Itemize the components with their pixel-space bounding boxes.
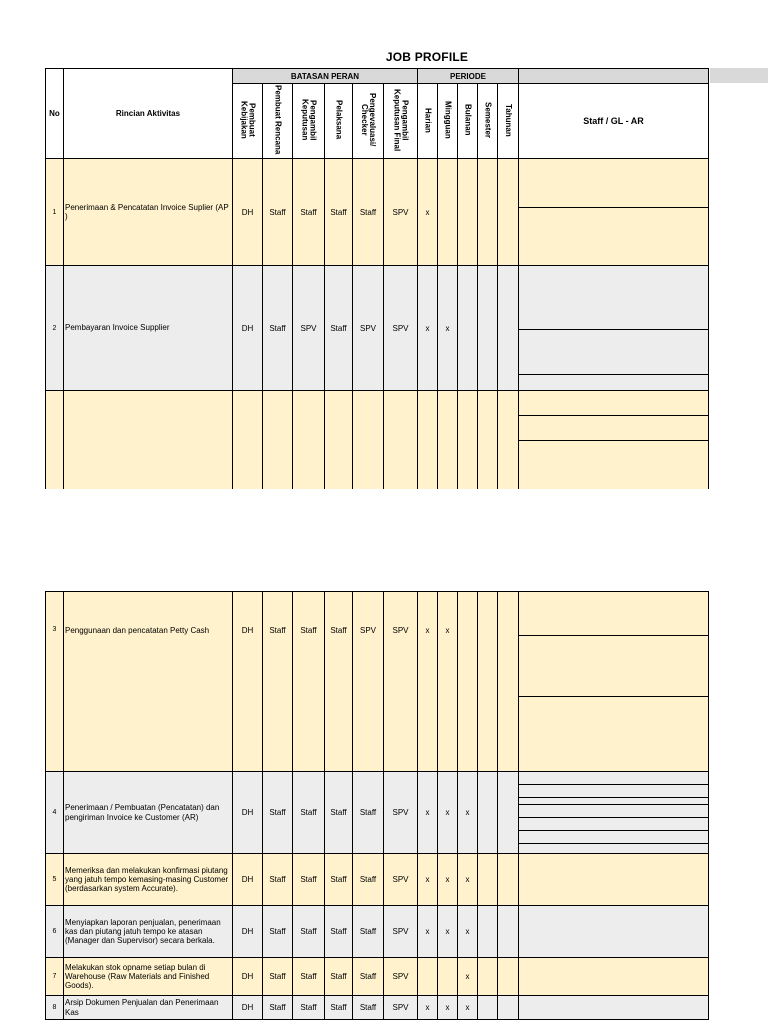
row-activity <box>64 391 233 492</box>
period-cell: x <box>458 906 478 958</box>
row-number: 8 <box>46 996 64 1020</box>
period-cell: x <box>458 854 478 906</box>
period-cell <box>478 996 498 1020</box>
period-cell <box>498 996 519 1020</box>
role-cell: DH <box>233 772 263 854</box>
role-cell: SPV <box>384 996 418 1020</box>
role-cell: Staff <box>263 592 293 772</box>
period-cell <box>478 958 498 996</box>
period-cell <box>458 592 478 772</box>
row-number: 2 <box>46 266 64 391</box>
role-cell: Staff <box>325 958 353 996</box>
header-staff: Staff / GL - AR <box>519 84 709 159</box>
period-cell <box>498 159 519 266</box>
period-cell <box>458 159 478 266</box>
header-period-group: PERIODE <box>418 69 519 84</box>
period-cell: x <box>418 996 438 1020</box>
role-cell: SPV <box>384 906 418 958</box>
role-cell: DH <box>233 159 263 266</box>
role-cell: SPV <box>384 958 418 996</box>
row-activity: Arsip Dokumen Penjualan dan Penerimaan Kas <box>64 996 233 1020</box>
header-period: Harian <box>423 107 433 133</box>
role-cell: Staff <box>293 159 325 266</box>
role-cell: Staff <box>263 159 293 266</box>
role-cell: Staff <box>263 772 293 854</box>
header-period: Semester <box>483 101 493 139</box>
staff-cell <box>519 772 709 854</box>
role-cell: Staff <box>293 996 325 1020</box>
role-cell: Staff <box>353 996 384 1020</box>
sheet-tab-strip <box>710 68 768 83</box>
period-cell: x <box>438 592 458 772</box>
period-cell: x <box>418 592 438 772</box>
staff-cell <box>519 854 709 906</box>
period-cell <box>478 906 498 958</box>
table-row <box>46 592 709 772</box>
table-row <box>46 854 709 906</box>
period-cell: x <box>438 906 458 958</box>
period-cell: x <box>418 159 438 266</box>
period-cell <box>478 854 498 906</box>
staff-cell <box>519 592 709 772</box>
role-cell: DH <box>233 266 263 391</box>
role-cell: Staff <box>353 958 384 996</box>
row-activity: Menyiapkan laporan penjualan, penerimaan kas dan piutang jatuh tempo ke atasan (Manager dan Supervisor) secara berkala. <box>64 906 233 958</box>
table-row <box>46 906 709 958</box>
header-activity: Rincian Aktivitas <box>64 69 233 159</box>
header-role: Pembuat Rencana <box>273 85 283 155</box>
table-row <box>46 772 709 854</box>
header-role: Pembuat Kebijakan <box>239 101 257 139</box>
role-cell: Staff <box>353 772 384 854</box>
role-cell <box>233 391 263 492</box>
period-cell <box>478 592 498 772</box>
period-cell <box>478 266 498 391</box>
job-profile-table-top <box>45 68 709 492</box>
role-cell: DH <box>233 958 263 996</box>
role-cell: Staff <box>325 906 353 958</box>
role-cell: Staff <box>293 772 325 854</box>
period-cell <box>498 906 519 958</box>
role-cell: Staff <box>263 958 293 996</box>
row-activity: Pembayaran Invoice Supplier <box>64 266 233 391</box>
header-no: No <box>46 69 64 159</box>
role-cell: Staff <box>263 996 293 1020</box>
period-cell: x <box>438 772 458 854</box>
period-cell: x <box>418 266 438 391</box>
role-cell: DH <box>233 592 263 772</box>
header-period: Tahunan <box>504 103 513 137</box>
row-activity: Penerimaan & Pencatatan Invoice Suplier (AP ) <box>64 159 233 266</box>
row-activity: Melakukan stok opname setiap bulan di Warehouse (Raw Materials and Finished Goods). <box>64 958 233 996</box>
row-number: 5 <box>46 854 64 906</box>
table-row <box>46 958 709 996</box>
role-cell: Staff <box>353 854 384 906</box>
header-role-group: BATASAN PERAN <box>233 69 418 84</box>
role-cell: DH <box>233 854 263 906</box>
role-cell: Staff <box>325 159 353 266</box>
role-cell: DH <box>233 996 263 1020</box>
role-cell: SPV <box>353 266 384 391</box>
period-cell <box>498 592 519 772</box>
role-cell: Staff <box>353 159 384 266</box>
role-cell: Staff <box>293 592 325 772</box>
role-cell: Staff <box>263 266 293 391</box>
header-staff-group <box>519 69 709 84</box>
role-cell <box>293 391 325 492</box>
staff-cell <box>519 266 709 391</box>
role-cell: Staff <box>325 996 353 1020</box>
role-cell: Staff <box>325 772 353 854</box>
role-cell: Staff <box>325 854 353 906</box>
role-cell: SPV <box>384 266 418 391</box>
staff-cell <box>519 958 709 996</box>
period-cell: x <box>438 854 458 906</box>
period-cell <box>438 391 458 492</box>
role-cell: SPV <box>384 592 418 772</box>
role-cell: DH <box>233 906 263 958</box>
role-cell <box>325 391 353 492</box>
row-number: 4 <box>46 772 64 854</box>
role-cell: Staff <box>325 266 353 391</box>
period-cell: x <box>458 772 478 854</box>
role-cell: Staff <box>325 592 353 772</box>
period-cell <box>458 391 478 492</box>
period-cell <box>498 266 519 391</box>
role-cell: Staff <box>293 958 325 996</box>
role-cell: SPV <box>353 592 384 772</box>
header-period: Bulanan <box>463 104 473 136</box>
role-cell <box>353 391 384 492</box>
header-role: Pengambil Keputusan Final <box>392 88 410 152</box>
table-row <box>46 996 709 1020</box>
row-number <box>46 391 64 492</box>
row-number: 3 <box>46 592 64 772</box>
period-cell <box>438 159 458 266</box>
page-title: JOB PROFILE <box>385 50 469 64</box>
period-cell <box>498 772 519 854</box>
role-cell: Staff <box>293 906 325 958</box>
row-activity: Penerimaan / Pembuatan (Pencatatan) dan pengiriman Invoice ke Customer (AR) <box>64 772 233 854</box>
role-cell: SPV <box>293 266 325 391</box>
table-row <box>46 266 709 391</box>
period-cell: x <box>438 996 458 1020</box>
table-row <box>46 159 709 266</box>
period-cell: x <box>418 854 438 906</box>
period-cell <box>478 159 498 266</box>
period-cell: x <box>458 958 478 996</box>
staff-cell <box>519 906 709 958</box>
role-cell: Staff <box>293 854 325 906</box>
period-cell: x <box>458 996 478 1020</box>
role-cell: SPV <box>384 772 418 854</box>
row-number: 7 <box>46 958 64 996</box>
period-cell <box>478 772 498 854</box>
role-cell <box>263 391 293 492</box>
table-row <box>46 391 709 492</box>
job-profile-table-bottom <box>45 591 709 1020</box>
period-cell <box>458 266 478 391</box>
role-cell: SPV <box>384 854 418 906</box>
header-period: Mingguan <box>443 101 453 139</box>
role-cell <box>384 391 418 492</box>
staff-cell <box>519 391 709 492</box>
row-activity: Memeriksa dan melakukan konfirmasi piutang yang jatuh tempo kemasing-masing Customer (berdasarkan system Accurate). <box>64 854 233 906</box>
role-cell: Staff <box>263 906 293 958</box>
period-cell: x <box>418 772 438 854</box>
header-role: Pengevaluasi/ Checker <box>360 93 377 147</box>
period-cell <box>498 854 519 906</box>
period-cell: x <box>438 266 458 391</box>
row-activity: Penggunaan dan pencatatan Petty Cash <box>64 592 233 772</box>
header-role: Pelaksana <box>334 100 344 140</box>
page-break-gap <box>44 489 724 501</box>
staff-cell <box>519 159 709 266</box>
period-cell <box>498 391 519 492</box>
row-number: 1 <box>46 159 64 266</box>
staff-cell <box>519 996 709 1020</box>
period-cell <box>498 958 519 996</box>
role-cell: SPV <box>384 159 418 266</box>
role-cell: Staff <box>263 854 293 906</box>
period-cell <box>418 958 438 996</box>
period-cell <box>438 958 458 996</box>
period-cell <box>478 391 498 492</box>
header-role: Pengambil Keputusan <box>300 99 318 141</box>
row-number: 6 <box>46 906 64 958</box>
period-cell <box>418 391 438 492</box>
role-cell: Staff <box>353 906 384 958</box>
period-cell: x <box>418 906 438 958</box>
